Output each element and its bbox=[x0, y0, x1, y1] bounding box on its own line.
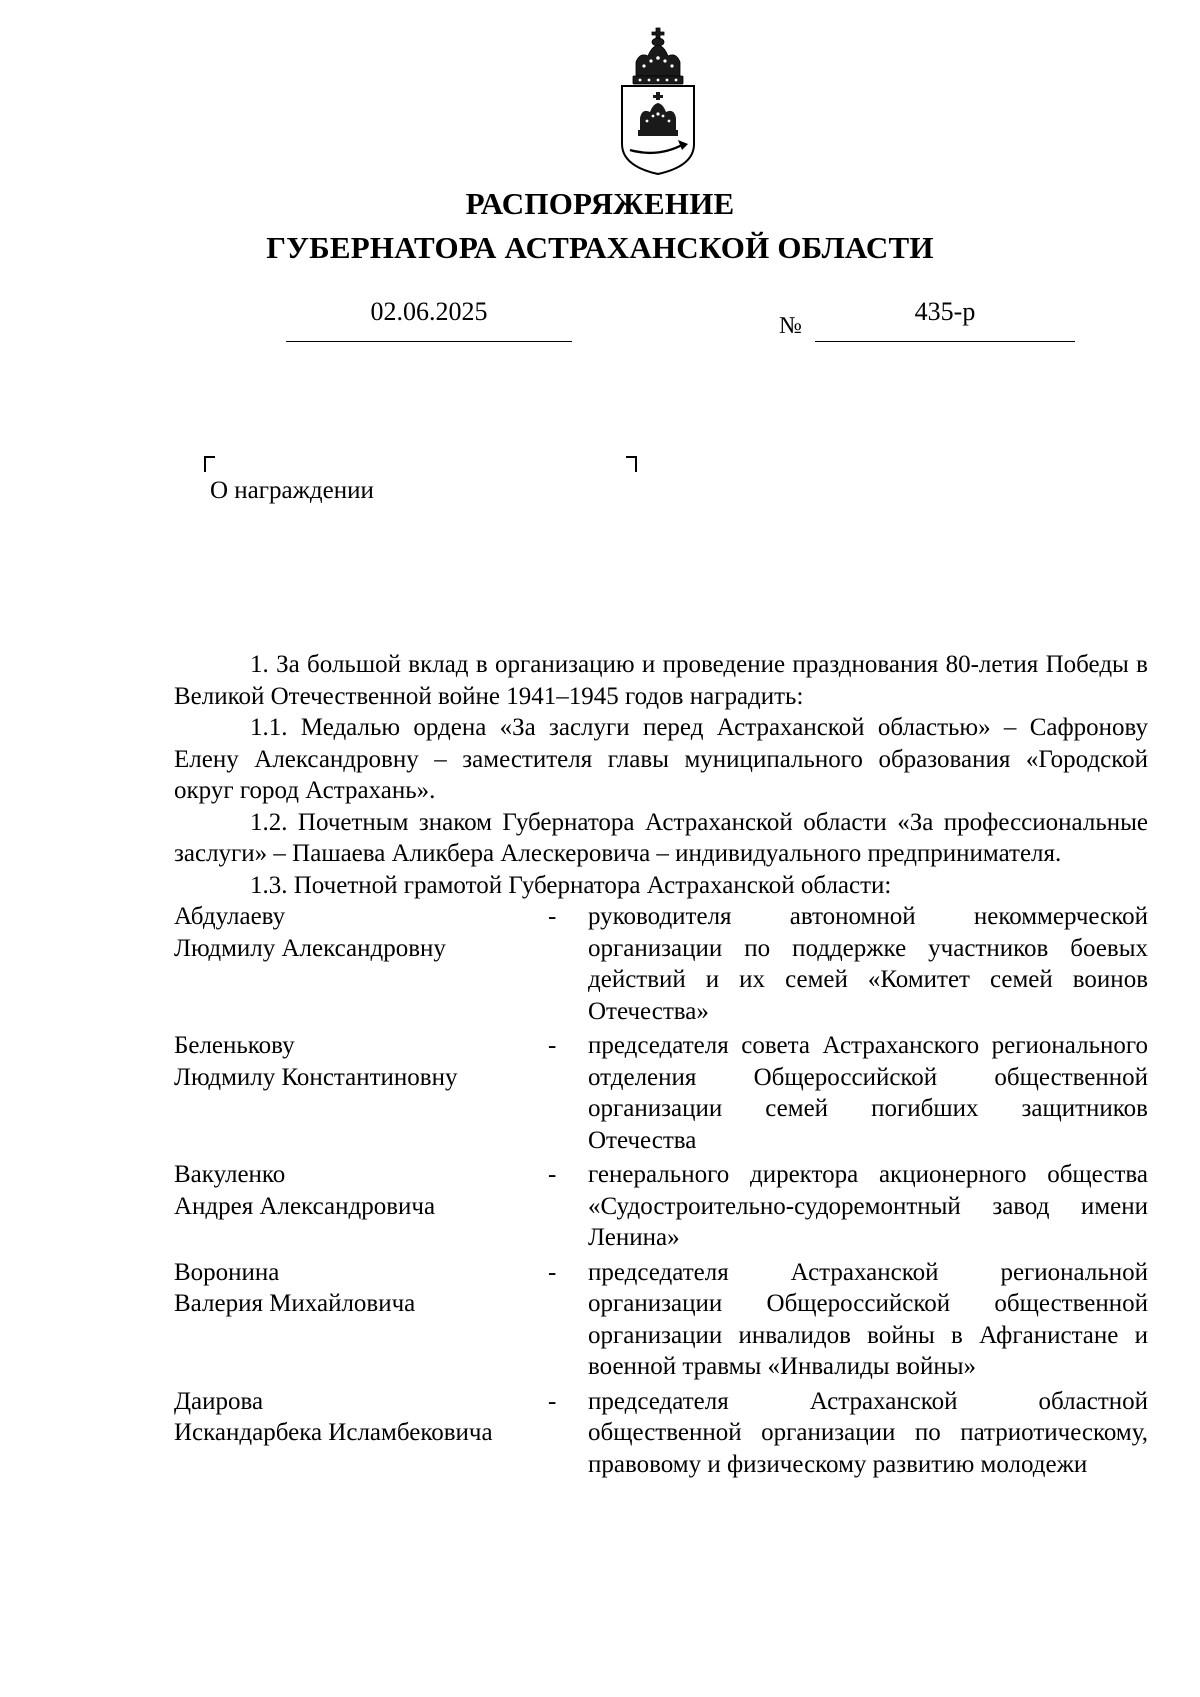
document-type-heading: РАСПОРЯЖЕНИЕ bbox=[465, 186, 735, 221]
awardee-dash: - bbox=[548, 903, 557, 930]
awardee-surname: Воронина bbox=[174, 1258, 280, 1286]
issuer-heading: ГУБЕРНАТОРА АСТРАХАНСКОЙ ОБЛАСТИ bbox=[266, 230, 934, 265]
paragraph-1: 1. За большой вклад в организацию и проведение празднования 80-летия Победы в Великой Отечественной войне 1941–1945 годов наградить: bbox=[174, 651, 1148, 710]
awardee-surname: Даирова bbox=[174, 1387, 264, 1415]
subject-corner-left bbox=[204, 456, 215, 472]
awardee-surname: Вакуленко bbox=[174, 1161, 286, 1188]
document-date: 02.06.2025 bbox=[370, 297, 488, 326]
awardee-given-names: Искандарбека Исламбековича bbox=[174, 1419, 493, 1446]
awardee-row bbox=[174, 901, 1148, 1027]
document-number: 435-р bbox=[914, 297, 976, 326]
awardee-given-names: Андрея Александровича bbox=[174, 1192, 436, 1220]
awardee-surname: Беленькову bbox=[174, 1032, 295, 1059]
awardee-surname: Абдулаеву bbox=[174, 903, 286, 930]
paragraph-1-2: 1.2. Почетным знаком Губернатора Астраханской области «За профессиональные заслуги» – Пашаева Аликбера Алескеровича – индивидуального предпринимателя. bbox=[174, 808, 1148, 867]
date-underline bbox=[286, 341, 572, 342]
awardee-list bbox=[174, 901, 1148, 1480]
awardee-dash: - bbox=[548, 1161, 557, 1188]
paragraph-1-1: 1.1. Медалью ордена «За заслуги перед Астраханской областью» – Сафронову Елену Александровну – заместителя главы муниципального образования «Городской округ город Астрахань». bbox=[174, 714, 1148, 804]
awardee-position: председателя совета Астраханского регионального отделения Общероссийской общественной организации семей погибших защитников Отечества bbox=[588, 1032, 1148, 1154]
number-underline bbox=[815, 341, 1075, 342]
awardee-dash: - bbox=[548, 1032, 557, 1059]
awardee-name bbox=[174, 1386, 548, 1449]
awardee-name bbox=[174, 901, 548, 964]
awardee-name bbox=[174, 1159, 548, 1222]
awardee-row bbox=[174, 1257, 1148, 1383]
number-sign: № bbox=[779, 313, 802, 339]
awardee-given-names: Людмилу Александровну bbox=[174, 934, 446, 962]
awardee-position: генерального директора акционерного общества «Судостроительно-судоремонтный завод имени Ленина» bbox=[588, 1161, 1148, 1251]
awardee-given-names: Валерия Михайловича bbox=[174, 1290, 416, 1317]
awardee-position: председателя Астраханской региональной организации Общероссийской общественной организации инвалидов войны в Афганистане и военной травмы «Инвалиды войны» bbox=[588, 1258, 1148, 1380]
awardee-row bbox=[174, 1386, 1148, 1481]
awardee-given-names: Людмилу Константиновну bbox=[174, 1063, 458, 1091]
coat-of-arms-emblem bbox=[618, 26, 698, 176]
awardee-row bbox=[174, 1159, 1148, 1254]
awardee-position: председателя Астраханской областной общественной организации по патриотическому, правовому и физическому развитию молодежи bbox=[588, 1387, 1148, 1478]
subject-corner-right bbox=[626, 456, 637, 472]
awardee-dash: - bbox=[548, 1258, 557, 1286]
awardee-row bbox=[174, 1030, 1148, 1156]
awardee-dash: - bbox=[548, 1387, 557, 1415]
awardee-position: руководителя автономной некоммерческой организации по поддержке участников боевых действий и их семей «Комитет семей воинов Отечества» bbox=[588, 903, 1148, 1025]
awardee-name bbox=[174, 1257, 548, 1320]
document-body bbox=[174, 649, 1148, 1483]
paragraph-1-3: 1.3. Почетной грамотой Губернатора Астраханской области: bbox=[250, 871, 892, 899]
document-subject: О награждении bbox=[210, 477, 374, 504]
awardee-name bbox=[174, 1030, 548, 1093]
